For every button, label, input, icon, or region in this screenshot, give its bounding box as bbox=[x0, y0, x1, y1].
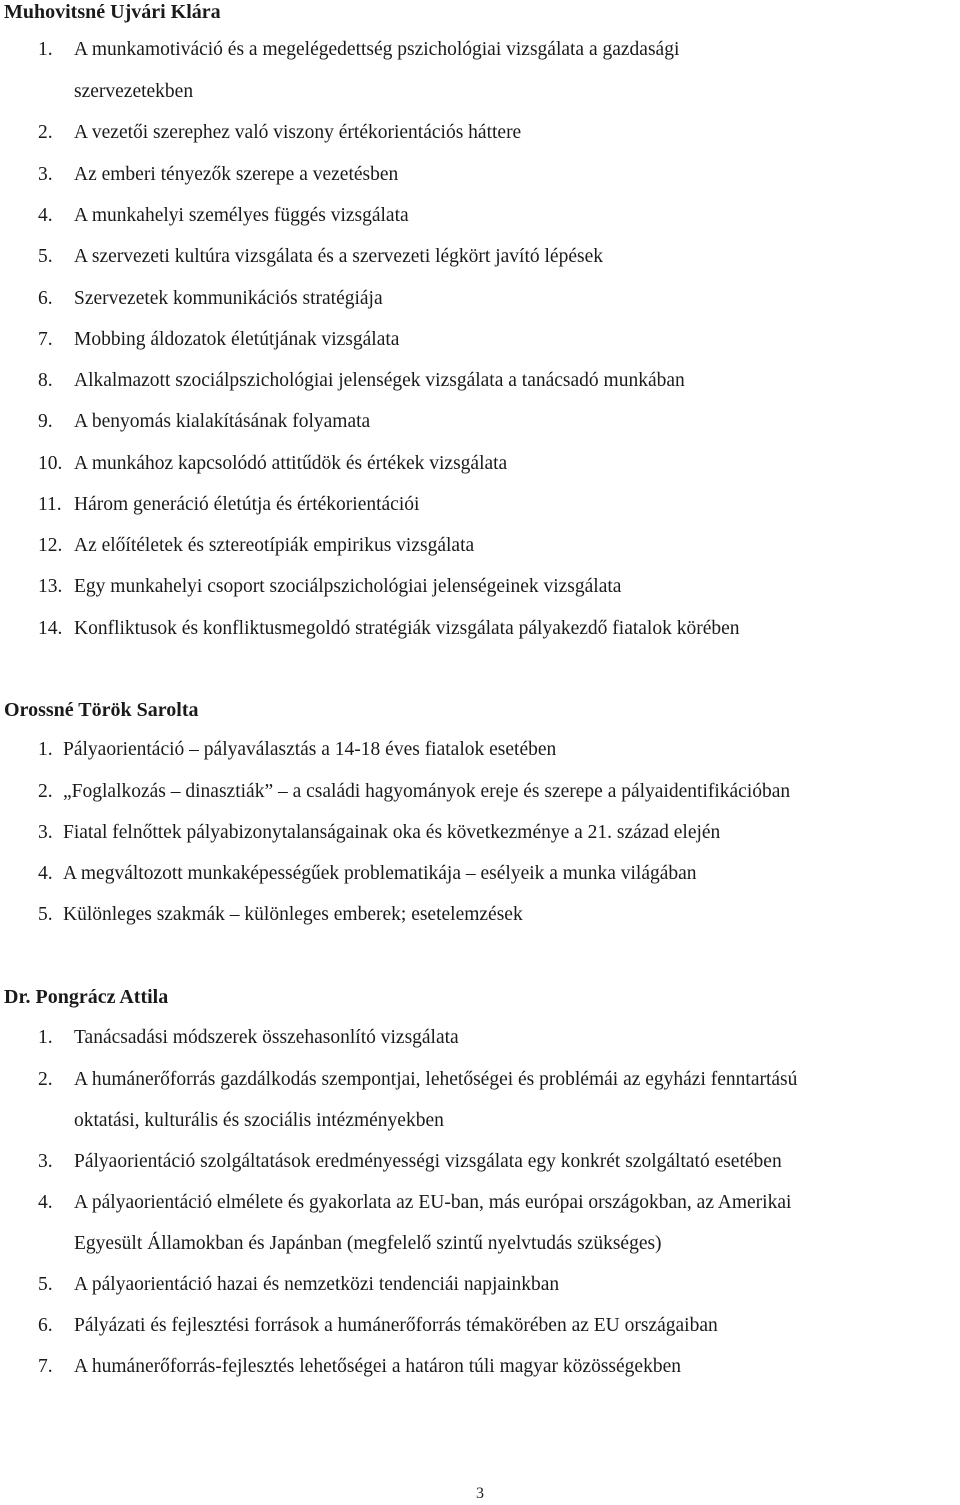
section-heading-pongracz: Dr. Pongrácz Attila bbox=[4, 986, 169, 1008]
item-text: A munkához kapcsolódó attitűdök és értékek vizsgálata bbox=[74, 453, 508, 474]
item-number: 3. bbox=[38, 822, 53, 843]
item-text: A megváltozott munkaképességűek problematikája – esélyeik a munka világában bbox=[63, 863, 697, 884]
item-number: 12. bbox=[38, 535, 63, 556]
item-number: 4. bbox=[38, 1192, 53, 1213]
item-text: A pályaorientáció hazai és nemzetközi tendenciái napjainkban bbox=[74, 1274, 560, 1295]
item-text: Alkalmazott szociálpszichológiai jelenségek vizsgálata a tanácsadó munkában bbox=[74, 370, 685, 391]
page-number: 3 bbox=[476, 1485, 484, 1502]
item-number: 7. bbox=[38, 329, 53, 350]
item-text: A benyomás kialakításának folyamata bbox=[74, 411, 371, 432]
item-number: 1. bbox=[38, 1027, 53, 1048]
item-number: 3. bbox=[38, 1151, 53, 1172]
item-text: Az előítéletek és sztereotípiák empirikus vizsgálata bbox=[74, 535, 475, 556]
item-text: A humánerőforrás-fejlesztés lehetőségei a határon túli magyar közösségekben bbox=[74, 1356, 681, 1377]
item-text: A munkahelyi személyes függés vizsgálata bbox=[74, 205, 409, 226]
item-number: 1. bbox=[38, 39, 53, 60]
item-text: A pályaorientáció elmélete és gyakorlata az EU-ban, más európai országokban, az Amerikai bbox=[74, 1192, 792, 1213]
item-number: 3. bbox=[38, 164, 53, 185]
item-text: Szervezetek kommunikációs stratégiája bbox=[74, 288, 383, 309]
item-number: 14. bbox=[38, 618, 63, 639]
item-text: A humánerőforrás gazdálkodás szempontjai, lehetőségei és problémái az egyházi fenntartású bbox=[74, 1069, 798, 1090]
item-number: 4. bbox=[38, 863, 53, 884]
item-number: 11. bbox=[38, 494, 62, 515]
item-text: „Foglalkozás – dinasztiák” – a családi hagyományok ereje és szerepe a pályaidentifikációban bbox=[63, 781, 791, 802]
item-number: 4. bbox=[38, 205, 53, 226]
item-number: 8. bbox=[38, 370, 53, 391]
item-number: 7. bbox=[38, 1356, 53, 1377]
item-text: Pályaorientáció – pályaválasztás a 14-18 éves fiatalok esetében bbox=[63, 739, 557, 760]
item-text: Mobbing áldozatok életútjának vizsgálata bbox=[74, 329, 400, 350]
item-text: Pályázati és fejlesztési források a humánerőforrás témakörében az EU országaiban bbox=[74, 1315, 718, 1336]
item-number: 2. bbox=[38, 122, 53, 143]
item-number: 1. bbox=[38, 739, 53, 760]
item-text-continuation: szervezetekben bbox=[74, 81, 194, 102]
item-text: Három generáció életútja és értékorientációi bbox=[74, 494, 420, 515]
item-number: 10. bbox=[38, 453, 63, 474]
item-text-continuation: Egyesült Államokban és Japánban (megfelelő szintű nyelvtudás szükséges) bbox=[74, 1233, 662, 1254]
item-text: Az emberi tényezők szerepe a vezetésben bbox=[74, 164, 399, 185]
item-text: A szervezeti kultúra vizsgálata és a szervezeti légkört javító lépések bbox=[74, 246, 603, 267]
item-number: 6. bbox=[38, 288, 53, 309]
item-text-continuation: oktatási, kulturális és szociális intézményekben bbox=[74, 1110, 444, 1131]
section-heading-orossne: Orossné Török Sarolta bbox=[4, 699, 199, 721]
item-text: Különleges szakmák – különleges emberek; esetelemzések bbox=[63, 904, 523, 925]
item-text: Tanácsadási módszerek összehasonlító vizsgálata bbox=[74, 1027, 459, 1048]
item-number: 9. bbox=[38, 411, 53, 432]
item-text: A vezetői szerephez való viszony értékorientációs háttere bbox=[74, 122, 522, 143]
section-heading-muhovitsne: Muhovitsné Ujvári Klára bbox=[4, 1, 221, 23]
item-text: Konfliktusok és konfliktusmegoldó stratégiák vizsgálata pályakezdő fiatalok körében bbox=[74, 618, 740, 639]
item-number: 13. bbox=[38, 576, 63, 597]
item-text: Fiatal felnőttek pályabizonytalanságainak oka és következménye a 21. század elején bbox=[63, 822, 721, 843]
item-number: 2. bbox=[38, 1069, 53, 1090]
item-number: 5. bbox=[38, 1274, 53, 1295]
item-number: 6. bbox=[38, 1315, 53, 1336]
item-text: Pályaorientáció szolgáltatások eredményességi vizsgálata egy konkrét szolgáltató esetében bbox=[74, 1151, 782, 1172]
item-number: 5. bbox=[38, 246, 53, 267]
item-text: A munkamotiváció és a megelégedettség pszichológiai vizsgálata a gazdasági bbox=[74, 39, 680, 60]
item-number: 2. bbox=[38, 781, 53, 802]
item-text: Egy munkahelyi csoport szociálpszichológiai jelenségeinek vizsgálata bbox=[74, 576, 622, 597]
item-number: 5. bbox=[38, 904, 53, 925]
